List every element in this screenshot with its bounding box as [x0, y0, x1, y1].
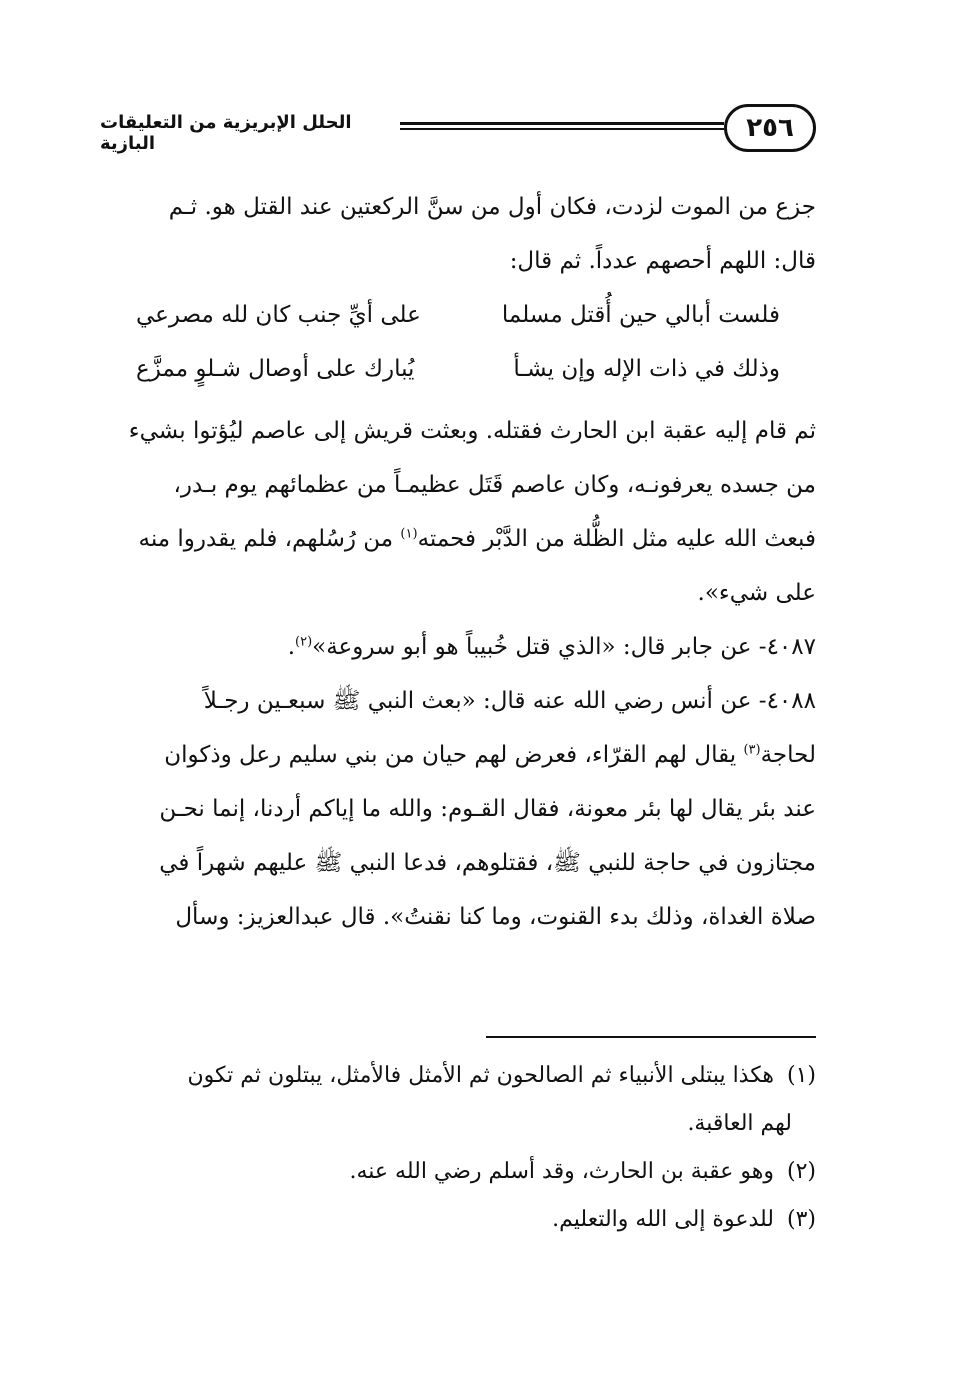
paragraph-line: قال: اللهم أحصهم عدداً. ثم قال:	[509, 248, 816, 274]
hadith-4088-line: صلاة الغداة، وذلك بدء القنوت، وما كنا نقنتُ». قال عبدالعزيز: وسأل	[175, 904, 816, 930]
text-run: فبعث الله عليه مثل الظُّلة من الدَّبْر فحمته	[417, 526, 816, 552]
running-title: الحلل الإبريزية من التعليقات البازية	[100, 112, 352, 154]
poem-verse	[100, 342, 816, 396]
paragraph-line: ثم قام إليه عقبة ابن الحارث فقتله. وبعثت قريش إلى عاصم ليُؤتوا بشيء	[128, 418, 816, 444]
verse-hemistich-second: على أيِّ جنب كان لله مصرعي	[136, 302, 421, 328]
footnote-2	[100, 1148, 816, 1196]
footnotes	[100, 1052, 816, 1244]
footnote-text: هكذا يبتلى الأنبياء ثم الصالحون ثم الأمثل فالأمثل، يبتلون ثم تكون	[187, 1063, 774, 1088]
footnote-ref: (٣)	[743, 742, 761, 758]
footnote-3	[100, 1196, 816, 1244]
verse-hemistich-second: يُبارك على أوصال شـلوٍ ممزَّع	[136, 356, 415, 382]
page-number: ٢٥٦	[724, 104, 816, 152]
footnote-ref: (٢)	[295, 634, 313, 650]
hadith-4088-line: عند بئر يقال لها بئر معونة، فقال القـوم: والله ما إياكم أردنا، إنما نحـن	[159, 796, 816, 822]
hadith-4088-line	[100, 728, 816, 782]
hadith-4088-line: ٤٠٨٨- عن أنس رضي الله عنه قال: «بعث النبي ﷺ سبعـين رجـلاً	[203, 688, 816, 714]
main-text	[100, 180, 816, 944]
text-run: يقال لهم القرّاء، فعرض لهم حيان من بني سليم رعل وذكوان	[164, 742, 744, 768]
footnote-text: وهو عقبة بن الحارث، وقد أسلم رضي الله عنه.	[349, 1159, 774, 1184]
header-rule	[400, 122, 724, 125]
paragraph-line: على شيء».	[697, 580, 816, 606]
verse-hemistich-first: فلست أبالي حين أُقتل مسلما	[501, 302, 780, 328]
verse-hemistich-first: وذلك في ذات الإله وإن يشـأ	[513, 356, 780, 382]
text-run: من رُسُلهم، فلم يقدروا منه	[138, 526, 401, 552]
footnote-text: للدعوة إلى الله والتعليم.	[552, 1207, 774, 1232]
hadith-4087	[100, 620, 816, 674]
page-header	[100, 100, 816, 156]
poem-verse	[100, 288, 816, 342]
footnote-number: (٢)	[786, 1159, 816, 1184]
footnote-separator	[486, 1036, 816, 1038]
paragraph-line: من جسده يعرفونـه، وكان عاصم قَتَل عظيمـاً من عظمائهم يوم بـدر،	[173, 472, 816, 498]
paragraph-line	[100, 512, 816, 566]
text-run: ٤٠٨٧- عن جابر قال: «الذي قتل خُبيباً هو أبو سروعة»	[312, 634, 816, 660]
text-run: لحاجة	[760, 742, 816, 768]
footnote-number: (١)	[786, 1063, 816, 1088]
footnote-number: (٣)	[786, 1207, 816, 1232]
text-run: .	[287, 634, 296, 660]
footnote-1	[100, 1052, 816, 1100]
hadith-4088-line: مجتازون في حاجة للنبي ﷺ، فقتلوهم، فدعا النبي ﷺ عليهم شهراً في	[159, 850, 816, 876]
footnote-ref: (١)	[400, 526, 418, 542]
footnote-1-continuation: لهم العاقبة.	[687, 1111, 792, 1136]
paragraph-line: جزع من الموت لزدت، فكان أول من سنَّ الركعتين عند القتل هو. ثـم	[168, 194, 816, 220]
header-rule-thin	[400, 128, 724, 130]
